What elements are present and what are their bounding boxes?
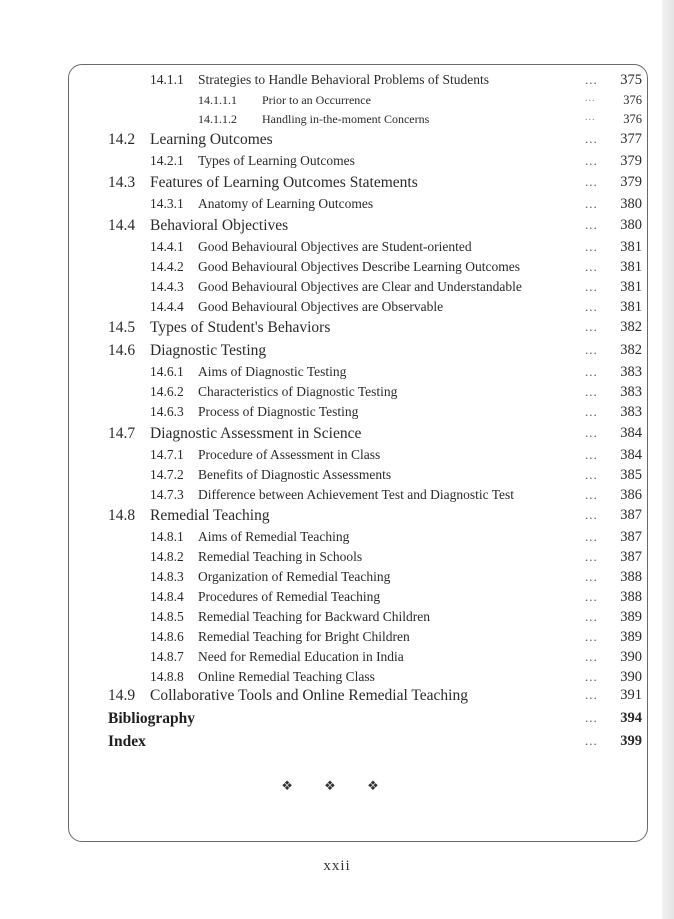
entry-page-number: 389 [620,609,642,625]
entry-number: 14.8.7 [150,649,184,664]
toc-entry [0,589,674,609]
entry-title: Online Remedial Teaching Class [198,669,375,684]
entry-number: 14.3 [108,174,136,191]
entry-page-number: 379 [620,153,642,169]
entry-page-number: 379 [620,174,642,190]
entry-number: 14.7.1 [150,447,184,462]
entry-number: 14.4.1 [150,239,184,254]
leader-dots: ... [585,710,598,725]
toc-entry [0,467,674,487]
entry-title: Aims of Remedial Teaching [198,529,350,544]
entry-page-number: 387 [620,507,642,523]
leader-dots: ... [585,384,598,399]
leader-dots: ... [585,507,598,522]
leader-dots: ... [585,467,598,482]
entry-page-number: 394 [620,710,642,726]
entry-title: Remedial Teaching for Bright Children [198,629,410,644]
entry-number: 14.8.3 [150,569,184,584]
entry-page-number: 376 [623,93,642,107]
entry-number: 14.1.1 [150,72,184,87]
entry-title: Features of Learning Outcomes Statements [150,174,418,191]
entry-title: Handling in-the-moment Concerns [262,112,430,126]
leader-dots: ... [585,259,598,274]
entry-number: 14.3.1 [150,196,184,211]
entry-page-number: 380 [620,196,642,212]
entry-page-number: 381 [620,259,642,275]
entry-number: 14.8.2 [150,549,184,564]
entry-number: 14.6.1 [150,364,184,379]
leader-dots: ... [585,319,598,334]
entry-number: 14.8.1 [150,529,184,544]
entry-title: Remedial Teaching in Schools [198,549,363,564]
toc-entry [0,669,674,689]
entry-title: Good Behavioural Objectives are Observable [198,299,444,314]
toc-entry [0,259,674,279]
leader-dots: ... [585,72,598,87]
leader-dots: ... [585,217,598,232]
leader-dots: ... [585,487,598,502]
leader-dots: ... [585,93,596,104]
entry-title: Types of Student's Behaviors [150,319,331,336]
entry-page-number: 387 [620,529,642,545]
entry-title: Diagnostic Assessment in Science [150,425,362,442]
toc-entry [0,319,674,339]
entry-number: 14.4 [108,217,136,234]
entry-title: Index [108,733,146,750]
entry-number: 14.1.1.2 [198,112,237,126]
entry-page-number: 388 [620,569,642,585]
page-number-folio: xxii [323,858,351,874]
entry-title: Benefits of Diagnostic Assessments [198,467,392,482]
toc-entry [0,112,674,132]
toc-entry [0,425,674,445]
entry-page-number: 385 [620,467,642,483]
entry-title: Remedial Teaching [150,507,270,524]
toc-entry [0,174,674,194]
entry-page-number: 382 [620,319,642,335]
ornament-divider: ❖ ❖ ❖ [281,778,393,793]
entry-page-number: 383 [620,384,642,400]
leader-dots: ... [585,687,598,702]
toc-entry [0,529,674,549]
leader-dots: ... [585,629,598,644]
leader-dots: ... [585,569,598,584]
toc-entry [0,279,674,299]
toc-entry [0,239,674,259]
entry-page-number: 377 [620,131,642,147]
leader-dots: ... [585,404,598,419]
entry-number: 14.7 [108,425,136,442]
entry-title: Aims of Diagnostic Testing [198,364,347,379]
leader-dots: ... [585,131,598,146]
entry-number: 14.5 [108,319,136,336]
entry-title: Procedure of Assessment in Class [198,447,381,462]
leader-dots: ... [585,153,598,168]
entry-number: 14.9 [108,687,136,704]
entry-number: 14.8.6 [150,629,184,644]
entry-title: Diagnostic Testing [150,342,267,359]
entry-title: Types of Learning Outcomes [198,153,355,168]
leader-dots: ... [585,364,598,379]
toc-entry [0,364,674,384]
entry-number: 14.8 [108,507,136,524]
entry-title: Prior to an Occurrence [262,93,371,107]
entry-title: Good Behavioural Objectives Describe Learning Outcomes [198,259,521,274]
entry-page-number: 388 [620,589,642,605]
entry-number: 14.8.4 [150,589,184,604]
toc-entry [0,549,674,569]
toc-entry [0,131,674,151]
entry-page-number: 389 [620,629,642,645]
toc-entry [0,72,674,92]
entry-page-number: 382 [620,342,642,358]
entry-title: Good Behavioural Objectives are Clear and Understandable [198,279,522,294]
entry-number: 14.4.3 [150,279,184,294]
entry-title: Difference between Achievement Test and Diagnostic Test [198,487,515,502]
toc-entry [0,153,674,173]
leader-dots: ... [585,425,598,440]
toc-entry [0,687,674,707]
entry-title: Learning Outcomes [150,131,273,148]
leader-dots: ... [585,447,598,462]
toc-entry [0,649,674,669]
leader-dots: ... [585,112,596,123]
toc-entry [0,404,674,424]
entry-title: Strategies to Handle Behavioral Problems of Students [198,72,489,87]
entry-number: 14.6 [108,342,136,359]
entry-number: 14.1.1.1 [198,93,237,107]
entry-number: 14.2 [108,131,136,148]
entry-title: Need for Remedial Education in India [198,649,404,664]
leader-dots: ... [585,549,598,564]
leader-dots: ... [585,669,598,684]
entry-title: Anatomy of Learning Outcomes [198,196,374,211]
leader-dots: ... [585,609,598,624]
entry-page-number: 399 [620,733,642,749]
entry-title: Procedures of Remedial Teaching [198,589,381,604]
entry-number: 14.7.3 [150,487,184,502]
entry-page-number: 383 [620,364,642,380]
entry-title: Remedial Teaching for Backward Children [198,609,430,624]
toc-entry [0,507,674,527]
entry-number: 14.7.2 [150,467,184,482]
entry-page-number: 381 [620,299,642,315]
toc-entry [0,629,674,649]
toc-entry [0,569,674,589]
leader-dots: ... [585,733,598,748]
entry-title: Behavioral Objectives [150,217,289,234]
leader-dots: ... [585,299,598,314]
entry-title: Bibliography [108,710,195,727]
entry-title: Good Behavioural Objectives are Student-oriented [198,239,472,254]
entry-title: Process of Diagnostic Testing [198,404,359,419]
entry-page-number: 384 [620,447,642,463]
toc-entry [0,710,674,730]
entry-number: 14.8.8 [150,669,184,684]
leader-dots: ... [585,649,598,664]
entry-number: 14.8.5 [150,609,184,624]
entry-number: 14.6.3 [150,404,184,419]
entry-number: 14.6.2 [150,384,184,399]
toc-entry [0,733,674,753]
leader-dots: ... [585,196,598,211]
leader-dots: ... [585,529,598,544]
toc-entry [0,487,674,507]
entry-page-number: 386 [620,487,642,503]
toc-entry [0,196,674,216]
entry-page-number: 383 [620,404,642,420]
entry-number: 14.2.1 [150,153,184,168]
toc-entry [0,447,674,467]
entry-page-number: 387 [620,549,642,565]
entry-page-number: 390 [620,649,642,665]
entry-page-number: 381 [620,239,642,255]
entry-page-number: 384 [620,425,642,441]
toc-entry [0,609,674,629]
leader-dots: ... [585,279,598,294]
entry-number: 14.4.2 [150,259,184,274]
leader-dots: ... [585,589,598,604]
entry-page-number: 375 [620,72,642,88]
leader-dots: ... [585,342,598,357]
toc-entry [0,217,674,237]
toc-entry [0,299,674,319]
toc-entry [0,342,674,362]
leader-dots: ... [585,174,598,189]
entry-title: Organization of Remedial Teaching [198,569,391,584]
toc-entry [0,384,674,404]
toc-entry [0,93,674,113]
entry-page-number: 380 [620,217,642,233]
entry-page-number: 376 [623,112,642,126]
entry-page-number: 390 [620,669,642,685]
entry-title: Collaborative Tools and Online Remedial Teaching [150,687,468,704]
entry-page-number: 381 [620,279,642,295]
entry-page-number: 391 [620,687,642,703]
entry-title: Characteristics of Diagnostic Testing [198,384,398,399]
leader-dots: ... [585,239,598,254]
entry-number: 14.4.4 [150,299,184,314]
